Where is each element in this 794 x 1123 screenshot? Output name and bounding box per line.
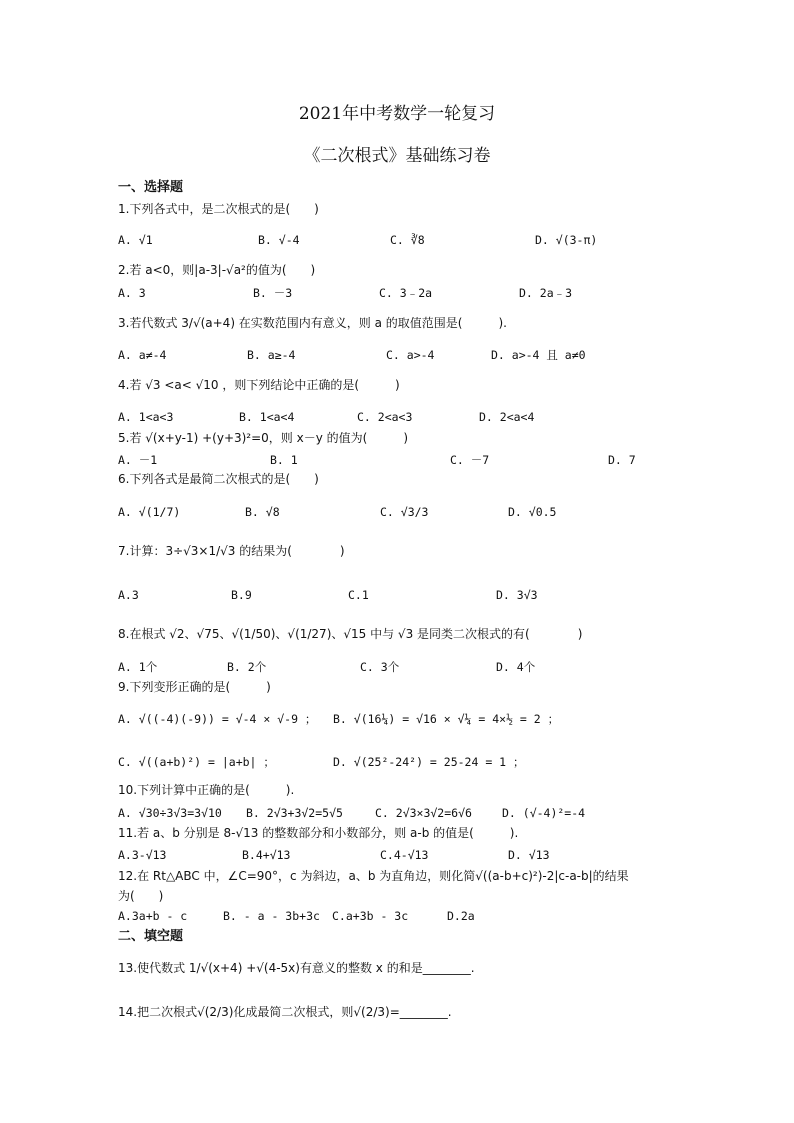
option: A. √1	[118, 233, 153, 247]
question-stem: 5.若 √(x+y-1) +(y+3)²=0，则 x－y 的值为( )	[118, 431, 409, 445]
question-stem: 4.若 √3 <a< √10 ，则下列结论中正确的是( )	[118, 378, 400, 392]
page-title: 2021年中考数学一轮复习	[298, 104, 496, 124]
option: A.3	[118, 588, 139, 602]
option: D. 2a﹣3	[519, 286, 573, 300]
option: D. √13	[508, 848, 550, 862]
option: D. √(25²-24²) = 25-24 = 1 ；	[333, 755, 525, 769]
option: C. －7	[450, 453, 490, 467]
option: B.9	[231, 588, 252, 602]
option: D. a>-4 且 a≠0	[491, 348, 586, 362]
option: C. 3个	[360, 660, 400, 674]
option: B. √-4	[258, 233, 300, 247]
option: A. √30÷3√3=3√10	[118, 806, 222, 820]
question-stem: 6.下列各式是最简二次根式的是( )	[118, 472, 319, 486]
question-stem: 2.若 a<0，则|a-3|-√a²的值为( )	[118, 263, 316, 277]
option: D. 3√3	[496, 588, 538, 602]
option: D. 7	[608, 453, 636, 467]
section-heading: 一、选择题	[118, 180, 184, 195]
option: D. 4个	[496, 660, 536, 674]
section-heading: 二、填空题	[118, 929, 184, 944]
question-stem: 9.下列变形正确的是( )	[118, 680, 271, 694]
option: C.1	[348, 588, 369, 602]
option: A.3-√13	[118, 848, 167, 862]
option: C.4-√13	[380, 848, 429, 862]
option: B. －3	[253, 286, 293, 300]
question-stem: 3.若代数式 3/√(a+4) 在实数范围内有意义，则 a 的取值范围是( ).	[118, 316, 507, 330]
option: B. 2√3+3√2=5√5	[246, 806, 343, 820]
option: C.a+3b - 3c	[332, 909, 409, 923]
option: B. 1<a<4	[239, 410, 295, 424]
option: B. 2个	[227, 660, 267, 674]
option: C. √((a+b)²) = |a+b| ；	[118, 755, 275, 769]
option: A. 3	[118, 286, 146, 300]
option: C. √3/3	[380, 505, 429, 519]
option: C. 3﹣2a	[379, 286, 433, 300]
option: B. - a - 3b+3c	[223, 909, 320, 923]
question-stem: 8.在根式 √2、√75、√(1/50)、√(1/27)、√15 中与 √3 是同类二次根式的有( )	[118, 627, 583, 641]
option: B. √(16¼) = √16 × √¼ = 4×½ = 2 ；	[333, 712, 560, 726]
option: D. √(3-π)	[535, 233, 598, 247]
option: C. a>-4	[386, 348, 435, 362]
option: D. √0.5	[508, 505, 557, 519]
option: A. 1<a<3	[118, 410, 174, 424]
question-stem: 1.下列各式中，是二次根式的是( )	[118, 202, 319, 216]
option: A.3a+b - c	[118, 909, 188, 923]
question-stem: 7.计算：3÷√3×1/√3 的结果为( )	[118, 544, 345, 558]
option: B. √8	[245, 505, 280, 519]
option: A. a≠-4	[118, 348, 167, 362]
option: B. 1	[270, 453, 298, 467]
option: A. √((-4)(-9)) = √-4 × √-9 ；	[118, 712, 317, 726]
question-stem: 14.把二次根式√(2/3)化成最简二次根式，则√(2/3)=________.	[118, 1005, 452, 1019]
option: A. －1	[118, 453, 158, 467]
option: A. √(1/7)	[118, 505, 181, 519]
page-subtitle: 《二次根式》基础练习卷	[303, 146, 491, 166]
question-stem: 10.下列计算中正确的是( ).	[118, 783, 295, 797]
option: C. 2<a<3	[357, 410, 413, 424]
option: C. ∛8	[390, 233, 425, 247]
option: B. a≥-4	[247, 348, 296, 362]
question-stem: 12.在 Rt△ABC 中，∠C=90°，c 为斜边，a、b 为直角边，则化简√((a-b+c)²)-2|c-a-b|的结果	[118, 869, 629, 883]
option: A. 1个	[118, 660, 158, 674]
option: B.4+√13	[242, 848, 291, 862]
option: D.2a	[447, 909, 475, 923]
question-stem-continued: 为( )	[118, 889, 164, 903]
question-stem: 13.使代数式 1/√(x+4) +√(4-5x)有意义的整数 x 的和是________.	[118, 961, 475, 975]
option: C. 2√3×3√2=6√6	[375, 806, 472, 820]
option: D. (√-4)²=-4	[502, 806, 586, 820]
question-stem: 11.若 a、b 分别是 8-√13 的整数部分和小数部分，则 a-b 的值是( ).	[118, 826, 519, 840]
option: D. 2<a<4	[479, 410, 535, 424]
